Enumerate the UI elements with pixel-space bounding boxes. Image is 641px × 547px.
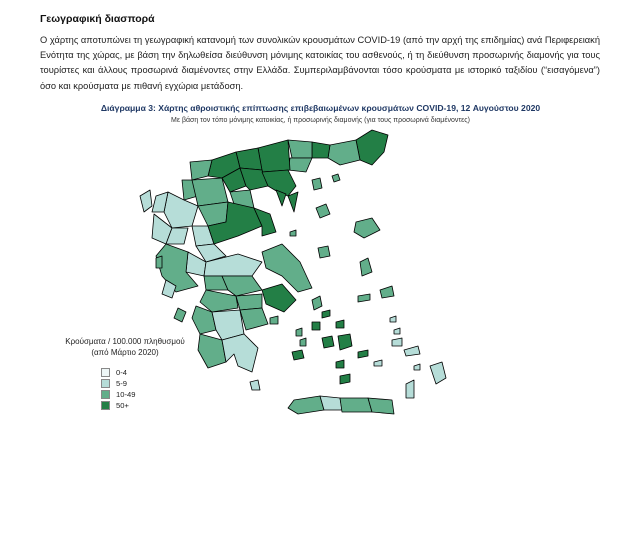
region-skiathos: [290, 230, 296, 236]
legend-swatch: [101, 368, 110, 377]
region-syros: [312, 322, 320, 330]
legend-item: [101, 400, 200, 410]
legend-items: [101, 367, 200, 410]
region-evros: [356, 130, 388, 165]
region-irakleio: [340, 398, 372, 412]
region-ios: [336, 360, 344, 368]
map-legend: [50, 336, 200, 411]
region-zakynthos: [174, 308, 186, 322]
region-serifos: [300, 338, 306, 346]
region-chios: [360, 258, 372, 276]
region-viotia: [222, 276, 262, 296]
region-chania: [288, 396, 324, 414]
legend-subtitle: (από Μάρτιο 2020): [91, 348, 159, 357]
region-tilos: [414, 364, 420, 370]
region-drama: [288, 140, 312, 158]
region-samos: [380, 286, 394, 298]
region-thasos: [312, 178, 322, 190]
region-kythira: [250, 380, 260, 390]
legend-item: [101, 389, 200, 399]
region-amorgos: [358, 350, 368, 358]
region-paros: [322, 336, 334, 348]
region-karpathos: [406, 380, 414, 398]
region-kerkyra: [140, 190, 152, 212]
region-thira: [340, 374, 350, 384]
legend-label: 10-49: [116, 389, 136, 399]
chart-subtitle: Με βάση τον τόπο μόνιμης κατοικίας, ή προσωρινής διαμονής (για τους προσωρινά διαμένοντες): [171, 117, 470, 124]
legend-label: 0-4: [116, 367, 127, 377]
region-chalkidiki-finger2: [288, 192, 298, 212]
region-milos: [292, 350, 304, 360]
region-kos: [404, 346, 420, 356]
region-samothraki: [332, 174, 340, 182]
region-lasithi: [368, 398, 394, 414]
legend-label: 5-9: [116, 378, 127, 388]
region-aegina: [270, 316, 278, 324]
region-kalymnos: [392, 338, 402, 346]
region-korinthia: [236, 294, 262, 310]
region-leros: [394, 328, 400, 334]
region-ikaria: [358, 294, 370, 302]
region-tinos: [322, 310, 330, 318]
region-patmos: [390, 316, 396, 322]
region-argolida: [240, 308, 268, 330]
legend-item: [101, 378, 200, 388]
region-rodos: [430, 362, 446, 384]
region-skyros: [318, 246, 330, 258]
legend-swatch: [101, 401, 110, 410]
region-lakonia: [222, 334, 258, 372]
section-heading: Γεωγραφική διασπορά: [40, 13, 155, 25]
region-florina: [190, 160, 212, 180]
region-serres: [258, 140, 290, 172]
region-rethymno: [320, 396, 342, 410]
region-kythnos: [296, 328, 302, 336]
legend-swatch: [101, 390, 110, 399]
legend-label: 50+: [116, 400, 129, 410]
region-xanthi: [312, 142, 330, 158]
region-attiki: [262, 284, 296, 312]
region-mykonos: [336, 320, 344, 328]
region-naxos: [338, 334, 352, 350]
legend-item: [101, 367, 200, 377]
legend-swatch: [101, 379, 110, 388]
chart-title: Διάγραμμα 3: Χάρτης αθροιστικής επίπτωσης επιβεβαιωμένων κρουσμάτων COVID-19, 12 Αυγούστου 2020: [100, 103, 541, 113]
region-lefkada: [156, 256, 162, 268]
description-paragraph: Ο χάρτης αποτυπώνει τη γεωγραφική κατανομή των συνολικών κρουσμάτων COVID-19 (από την αρχή της επιδημίας) ανά Περιφερειακή Ενότητα της χώρας, με βάση την δηλωθείσα διεύθυνση μόνιμης κατοικίας του ασθενούς, ή τη διεύθυνση προσωρινής διαμονής για τους τουρίστες και άλλους προσωρινά διαμένοντες στην Ελλάδα. Συμπεριλαμβάνονται τόσο κρούσματα με ιστορικό ταξιδίου (“εισαγόμενα”) όσο και κρούσματα με πιθανή εγχώρια μετάδοση.: [40, 35, 600, 91]
region-andros: [312, 296, 322, 310]
legend-title: Κρούσματα / 100.000 πληθυσμού: [65, 337, 185, 346]
region-kavala: [288, 158, 312, 172]
region-evia: [262, 244, 312, 292]
region-rodopi: [328, 140, 360, 165]
region-kozani: [192, 178, 228, 206]
region-astypalaia: [374, 360, 382, 366]
region-lesvos: [354, 218, 380, 238]
region-limnos: [316, 204, 330, 218]
